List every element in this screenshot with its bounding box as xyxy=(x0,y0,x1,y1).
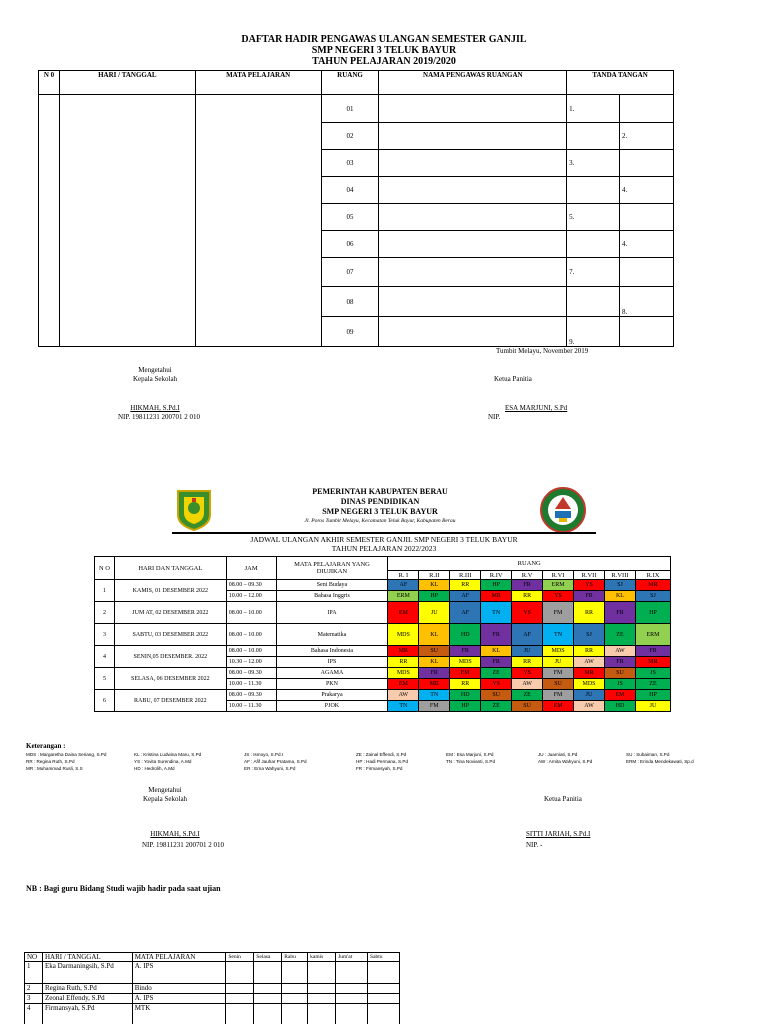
schedule-right-name: SITTI JARIAH, S.Pd.I xyxy=(526,830,591,838)
attendance-sign-right xyxy=(620,317,674,347)
schedule-room-cell: MR xyxy=(635,580,670,591)
schedule-room-cell: EM xyxy=(388,679,419,690)
schedule-row xyxy=(95,580,671,591)
bottom-header-row xyxy=(25,953,400,962)
legend-entry: JS : Ismoyo, S.Pd.I xyxy=(244,752,284,757)
bottom-subject: Bindo xyxy=(132,984,226,994)
attendance-room: 02 xyxy=(321,123,379,150)
header-no: N 0 xyxy=(39,71,60,95)
schedule-room-cell: SU xyxy=(543,679,574,690)
schedule-room-cell: MDS xyxy=(543,646,574,657)
schedule-subject: IPA xyxy=(276,602,388,624)
schedule-room-cell: FM xyxy=(543,690,574,701)
schedule-room-cell: KL xyxy=(419,624,450,646)
schedule-room-cell: HD xyxy=(604,701,635,712)
schedule-day-date: KAMIS, 01 DESEMBER 2022 xyxy=(114,580,226,602)
schedule-room-cell: AW xyxy=(574,701,605,712)
attendance-room: 07 xyxy=(321,258,379,287)
schedule-room-cell: JU xyxy=(543,657,574,668)
bottom-day-cell xyxy=(254,994,282,1004)
schedule-room-cell: RR xyxy=(574,602,605,624)
bottom-header-cell: Sabtu xyxy=(368,953,400,962)
schedule-room-cell: FR xyxy=(419,668,450,679)
schedule-room-cell: EM xyxy=(388,602,419,624)
attendance-sign-left xyxy=(567,287,620,317)
attendance-sign-left: 7. xyxy=(567,258,620,287)
attendance-right-role: Ketua Panitia xyxy=(494,375,532,383)
schedule-room-cell: ERM xyxy=(543,580,574,591)
legend-entry: SU : Subaiman, S.Pd xyxy=(626,752,670,757)
bottom-row xyxy=(25,1004,400,1024)
schedule-left-nip: NIP. 19811231 200701 2 010 xyxy=(142,841,224,849)
attendance-supervisor-name xyxy=(379,95,567,123)
schedule-row xyxy=(95,624,671,646)
sched-room-header: R.III xyxy=(450,571,481,580)
schedule-row xyxy=(95,690,671,701)
schedule-day-no: 6 xyxy=(95,690,115,712)
schedule-room-cell: JU xyxy=(419,602,450,624)
attendance-supervisor-name xyxy=(379,317,567,347)
bottom-name: Regina Ruth, S.Pd xyxy=(42,984,132,994)
schedule-room-cell: YS xyxy=(512,668,543,679)
schedule-room-cell: FR xyxy=(604,602,635,624)
bottom-day-cell xyxy=(226,962,254,984)
schedule-room-cell: YS xyxy=(512,602,543,624)
sched-room-header: R.VII xyxy=(574,571,605,580)
bottom-header-cell: Rabu xyxy=(282,953,308,962)
attendance-left-role1: Mengetahui xyxy=(138,366,172,374)
schedule-room-cell: AF xyxy=(450,602,481,624)
bottom-name: Eka Darmaningsih, S.Pd xyxy=(42,962,132,984)
schedule-room-cell: KL xyxy=(419,657,450,668)
schedule-room-cell: FR xyxy=(450,646,481,657)
attendance-sign-left xyxy=(567,177,620,204)
schedule-day-date: SABTU, 03 DESEMBER 2022 xyxy=(114,624,226,646)
sched-header-subject: MATA PELAJARAN YANG DIUJIKAN xyxy=(276,557,388,580)
attendance-supervisor-name xyxy=(379,177,567,204)
schedule-day-no: 3 xyxy=(95,624,115,646)
schedule-room-cell: HD xyxy=(450,624,481,646)
header-name: NAMA PENGAWAS RUANGAN xyxy=(379,71,567,95)
bottom-day-cell xyxy=(254,1004,282,1024)
attendance-place-date: Tumbit Melayu, November 2019 xyxy=(496,347,589,355)
header-sign: TANDA TANGAN xyxy=(567,71,674,95)
bottom-day-cell xyxy=(336,994,368,1004)
schedule-day-date: SELASA, 06 DESEMBER 2022 xyxy=(114,668,226,690)
schedule-room-cell: MR xyxy=(419,679,450,690)
bottom-day-cell xyxy=(226,994,254,1004)
schedule-room-cell: MDS xyxy=(388,624,419,646)
schedule-room-cell: JU xyxy=(512,646,543,657)
schedule-room-cell: RR xyxy=(450,679,481,690)
schedule-subject: Matematika xyxy=(276,624,388,646)
bottom-day-cell xyxy=(254,984,282,994)
bottom-day-cell xyxy=(368,994,400,1004)
schedule-room-cell: AW xyxy=(388,690,419,701)
schedule-subject: Prakarya xyxy=(276,690,388,701)
bottom-header-cell: Senin xyxy=(226,953,254,962)
schedule-room-cell: AW xyxy=(512,679,543,690)
schedule-room-cell: ZE xyxy=(481,668,512,679)
bottom-name: Firmansyah, S.Pd xyxy=(42,1004,132,1024)
sched-room-header: R. I xyxy=(388,571,419,580)
schedule-room-cell: ZE xyxy=(481,701,512,712)
bottom-no: 2 xyxy=(25,984,43,994)
schedule-time: 08.00 – 09.30 xyxy=(226,690,276,701)
schedule-room-cell: MDS xyxy=(388,668,419,679)
legend-entry: JU : Juarniati, S.Pd xyxy=(538,752,578,757)
attendance-row xyxy=(39,95,674,123)
schedule-time: 08.00 – 09.30 xyxy=(226,668,276,679)
bottom-row xyxy=(25,962,400,984)
bottom-day-cell xyxy=(282,984,308,994)
bottom-subject: MTK xyxy=(132,1004,226,1024)
bottom-name: Zeonal Effendy, S.Pd xyxy=(42,994,132,1004)
schedule-room-cell: TN xyxy=(419,690,450,701)
sched-room-header: R.IV xyxy=(481,571,512,580)
schedule-room-cell: ERM xyxy=(388,591,419,602)
attendance-day-cell xyxy=(59,95,195,347)
schedule-right-nip: NIP. - xyxy=(526,841,543,849)
sched-room-header: R.II xyxy=(419,571,450,580)
attendance-sign-left: 3. xyxy=(567,150,620,177)
schedule-room-cell: YS xyxy=(543,591,574,602)
attendance-title-line1: DAFTAR HADIR PENGAWAS ULANGAN SEMESTER GANJIL xyxy=(241,34,527,45)
bottom-day-cell xyxy=(282,1004,308,1024)
bottom-header-cell: NO xyxy=(25,953,43,962)
attendance-supervisor-name xyxy=(379,231,567,258)
schedule-row xyxy=(95,646,671,657)
attendance-sign-left xyxy=(567,123,620,150)
schedule-room-cell: SU xyxy=(481,690,512,701)
attendance-room: 04 xyxy=(321,177,379,204)
schedule-room-cell: FR xyxy=(574,591,605,602)
schedule-room-cell: SU xyxy=(419,646,450,657)
schedule-day-date: SENIN,05 DESEMBER. 2022 xyxy=(114,646,226,668)
bottom-day-cell xyxy=(336,1004,368,1024)
attendance-title xyxy=(0,34,768,67)
attendance-sign-left: 5. xyxy=(567,204,620,231)
bottom-header-cell: MATA PELAJARAN xyxy=(132,953,226,962)
schedule-subject: Bahasa Indonesia xyxy=(276,646,388,657)
schedule-room-cell: FR xyxy=(604,657,635,668)
schedule-room-cell: MR xyxy=(481,591,512,602)
schedule-room-cell: HD xyxy=(450,690,481,701)
sched-room-header: R.V xyxy=(512,571,543,580)
schedule-room-cell: FR xyxy=(512,580,543,591)
letterhead-address: Jl. Poros Tumbit Melayu, Kecamatan Teluk Bayur, Kabupaten Berau xyxy=(304,518,456,524)
schedule-table xyxy=(94,556,671,712)
attendance-sign-right xyxy=(620,150,674,177)
attendance-no-cell xyxy=(39,95,60,347)
attendance-header-row xyxy=(39,71,674,95)
attendance-room: 01 xyxy=(321,95,379,123)
bottom-day-cell xyxy=(368,1004,400,1024)
schedule-room-cell: AF xyxy=(450,591,481,602)
bottom-header-cell: Jum'at xyxy=(336,953,368,962)
attendance-room: 03 xyxy=(321,150,379,177)
letterhead xyxy=(230,487,530,517)
attendance-sign-right: 4. xyxy=(620,231,674,258)
bottom-day-cell xyxy=(226,1004,254,1024)
schedule-room-cell: EM xyxy=(543,701,574,712)
schedule-subject: Bahasa Inggris xyxy=(276,591,388,602)
legend-entry: FR : Firmansyah, S.Pd xyxy=(356,766,403,771)
schedule-day-no: 1 xyxy=(95,580,115,602)
attendance-table xyxy=(38,70,674,347)
attendance-supervisor-name xyxy=(379,150,567,177)
schedule-row xyxy=(95,668,671,679)
attendance-left-nip: NIP. 19811231 200701 2 010 xyxy=(118,413,200,421)
bottom-no: 1 xyxy=(25,962,43,984)
schedule-room-cell: FR xyxy=(481,657,512,668)
schedule-day-date: JUM AT, 02 DESEMBER 2022 xyxy=(114,602,226,624)
legend-title: Keterangan : xyxy=(26,742,66,750)
attendance-title-line3: TAHUN PELAJARAN 2019/2020 xyxy=(312,56,456,67)
schedule-room-cell: JS xyxy=(604,679,635,690)
schedule-room-cell: MR xyxy=(635,657,670,668)
bottom-header-cell: Selasa xyxy=(254,953,282,962)
schedule-time: 08.00 – 10.00 xyxy=(226,602,276,624)
schedule-room-cell: ERM xyxy=(635,624,670,646)
attendance-left-name: HIKMAH, S.Pd.I xyxy=(130,404,180,412)
schedule-room-cell: FM xyxy=(419,701,450,712)
schedule-room-cell: HP xyxy=(481,580,512,591)
attendance-room: 06 xyxy=(321,231,379,258)
schedule-day-no: 4 xyxy=(95,646,115,668)
schedule-room-cell: MDS xyxy=(450,657,481,668)
schedule-room-cell: TN xyxy=(543,624,574,646)
attendance-room: 05 xyxy=(321,204,379,231)
attendance-sign-right xyxy=(620,258,674,287)
schedule-room-cell: ZE xyxy=(635,679,670,690)
schedule-room-cell: YS xyxy=(574,580,605,591)
attendance-supervisor-name xyxy=(379,204,567,231)
schedule-room-cell: FR xyxy=(481,624,512,646)
sched-header-time: JAM xyxy=(226,557,276,580)
attendance-sign-left xyxy=(567,231,620,258)
legend-entry: MR : Muhammad Rusli, S.S xyxy=(26,766,83,771)
schedule-room-cell: TN xyxy=(481,602,512,624)
legend-entry: ER : Erna Wahyuni, S.Pd xyxy=(244,766,296,771)
attendance-title-line2: SMP NEGERI 3 TELUK BAYUR xyxy=(311,45,457,56)
schedule-room-cell: MR xyxy=(574,668,605,679)
attendance-left-role2: Kepala Sekolah xyxy=(132,375,178,383)
sched-header-room: RUANG xyxy=(388,557,671,571)
schedule-room-cell: AF xyxy=(388,580,419,591)
attendance-room: 08 xyxy=(321,287,379,317)
bottom-day-cell xyxy=(336,984,368,994)
letterhead-line3: SMP NEGERI 3 TELUK BAYUR xyxy=(322,507,438,516)
attendance-room: 09 xyxy=(321,317,379,347)
bottom-row xyxy=(25,984,400,994)
schedule-room-cell: HP xyxy=(419,591,450,602)
schedule-time: 08.00 – 10.00 xyxy=(226,646,276,657)
schedule-room-cell: KL xyxy=(481,646,512,657)
letterhead-line1: PEMERINTAH KABUPATEN BERAU xyxy=(312,487,448,496)
bottom-day-cell xyxy=(336,962,368,984)
attendance-supervisor-name xyxy=(379,123,567,150)
schedule-room-cell: MDS xyxy=(574,679,605,690)
schedule-room-cell: FM xyxy=(543,668,574,679)
legend-entry: AW : Arnita Wahyuni, S.Pd xyxy=(538,759,593,764)
school-logo xyxy=(540,487,586,533)
schedule-room-cell: AF xyxy=(512,624,543,646)
legend-entry: KL : Kristina Ludwina Maru, S.Pd xyxy=(134,752,202,757)
schedule-room-cell: EM xyxy=(604,690,635,701)
legend-entry: AF : Afif Jauhar Pratama, S.Pd xyxy=(244,759,307,764)
schedule-time: 10.00 – 11.30 xyxy=(226,679,276,690)
schedule-room-cell: SJ xyxy=(574,624,605,646)
attendance-right-nip: NIP. xyxy=(488,413,501,421)
legend-entry: MDS : Margaretha Daina Seriang, S.Pd xyxy=(26,752,107,757)
bottom-no: 4 xyxy=(25,1004,43,1024)
schedule-time: 10.00 – 12.00 xyxy=(226,591,276,602)
schedule-room-cell: RR xyxy=(574,646,605,657)
schedule-room-cell: SU xyxy=(512,701,543,712)
bottom-day-cell xyxy=(308,994,336,1004)
schedule-time: 10.00 – 11.30 xyxy=(226,701,276,712)
schedule-room-cell: JS xyxy=(635,668,670,679)
legend-entry: TN : Tina Novianti, S.Pd xyxy=(446,759,496,764)
attendance-sign-left: 1. xyxy=(567,95,620,123)
schedule-day-no: 2 xyxy=(95,602,115,624)
schedule-subject: IPS xyxy=(276,657,388,668)
schedule-title-line1: JADWAL ULANGAN AKHIR SEMESTER GANJIL SMP NEGERI 3 TELUK BAYUR xyxy=(250,535,518,544)
schedule-room-cell: HP xyxy=(450,701,481,712)
attendance-sign-right: 8. xyxy=(620,287,674,317)
schedule-room-cell: ZE xyxy=(604,624,635,646)
schedule-room-cell: RR xyxy=(388,657,419,668)
bottom-header-cell: kamis xyxy=(308,953,336,962)
bottom-subject: A. IPS xyxy=(132,994,226,1004)
bottom-subject: A. IPS xyxy=(132,962,226,984)
schedule-room-cell: FR xyxy=(635,646,670,657)
header-subject: MATA PELAJARAN xyxy=(195,71,321,95)
attendance-supervisor-name xyxy=(379,287,567,317)
schedule-room-cell: KL xyxy=(419,580,450,591)
legend-entry: YS : Yovita Surendina, A.Md xyxy=(134,759,192,764)
sched-room-header: R.VI xyxy=(543,571,574,580)
bottom-day-cell xyxy=(254,962,282,984)
bottom-no: 3 xyxy=(25,994,43,1004)
attendance-sign-right: 4. xyxy=(620,177,674,204)
schedule-room-cell: SJ xyxy=(635,591,670,602)
legend-entry: ERM : Erinda Mendekawati, Sp.d xyxy=(626,759,694,764)
bottom-day-cell xyxy=(282,994,308,1004)
letterhead-line2: DINAS PENDIDIKAN xyxy=(340,497,420,506)
attendance-sign-right: 2. xyxy=(620,123,674,150)
schedule-room-cell: JU xyxy=(635,701,670,712)
attendance-right-name: ESA MARJUNI, S.Pd xyxy=(505,404,568,412)
schedule-room-cell: RR xyxy=(450,580,481,591)
sched-room-header: R.IX xyxy=(635,571,670,580)
schedule-header-row xyxy=(95,557,671,571)
sched-header-no: N O xyxy=(95,557,115,580)
header-room: RUANG xyxy=(321,71,379,95)
legend-entry: HP : Hadi Permana, S.Pd xyxy=(356,759,409,764)
header-day: HARI / TANGGAL xyxy=(59,71,195,95)
schedule-room-cell: EM xyxy=(450,668,481,679)
legend-entry: RR : Regina Ruth, S.Pd xyxy=(26,759,75,764)
schedule-day-no: 5 xyxy=(95,668,115,690)
legend-entry: HD : Hedrolih, A.Md xyxy=(134,766,175,771)
schedule-left-name: HIKMAH, S.Pd.I xyxy=(150,830,200,838)
schedule-subject: AGAMA xyxy=(276,668,388,679)
bottom-day-cell xyxy=(226,984,254,994)
bottom-day-cell xyxy=(308,1004,336,1024)
schedule-right-role: Ketua Panitia xyxy=(544,795,582,803)
sched-room-header: R.VIII xyxy=(604,571,635,580)
schedule-row xyxy=(95,602,671,624)
bottom-day-cell xyxy=(308,984,336,994)
schedule-room-cell: MR xyxy=(388,646,419,657)
bottom-day-cell xyxy=(308,962,336,984)
bottom-day-cell xyxy=(368,962,400,984)
schedule-room-cell: KL xyxy=(604,591,635,602)
bottom-header-cell: HARI / TANGGAL xyxy=(42,953,132,962)
letterhead-divider xyxy=(172,532,596,534)
schedule-room-cell: YS xyxy=(481,679,512,690)
bottom-table xyxy=(24,952,400,1024)
schedule-time: 08.00 – 09.30 xyxy=(226,580,276,591)
berau-regency-logo xyxy=(176,489,212,531)
schedule-room-cell: HP xyxy=(635,602,670,624)
schedule-day-date: RABU, 07 DESEMBER 2022 xyxy=(114,690,226,712)
attendance-sign-right xyxy=(620,95,674,123)
schedule-room-cell: RR xyxy=(512,657,543,668)
schedule-room-cell: AW xyxy=(604,646,635,657)
legend-entry: EM : Esa Marjuni, S.Pd xyxy=(446,752,494,757)
schedule-room-cell: SJ xyxy=(604,580,635,591)
bottom-day-cell xyxy=(282,962,308,984)
schedule-room-cell: TN xyxy=(388,701,419,712)
attendance-sign-right xyxy=(620,204,674,231)
schedule-room-cell: RR xyxy=(512,591,543,602)
schedule-room-cell: HP xyxy=(635,690,670,701)
schedule-room-cell: SU xyxy=(604,668,635,679)
schedule-subject: PKN xyxy=(276,679,388,690)
note: NB : Bagi guru Bidang Studi wajib hadir pada saat ujian xyxy=(26,884,221,893)
attendance-supervisor-name xyxy=(379,258,567,287)
bottom-day-cell xyxy=(368,984,400,994)
schedule-time: 10.30 – 12.00 xyxy=(226,657,276,668)
schedule-left-role1: Mengetahui xyxy=(148,786,182,794)
schedule-room-cell: FM xyxy=(543,602,574,624)
schedule-title-line2: TAHUN PELAJARAN 2022/2023 xyxy=(331,544,437,553)
schedule-time: 08.00 – 10.00 xyxy=(226,624,276,646)
legend-entry: ZE : Zainal Effendi, S.Pd xyxy=(356,752,407,757)
schedule-subject: Seni Budaya xyxy=(276,580,388,591)
attendance-sign-left: 9. xyxy=(567,317,620,347)
schedule-subject: PJOK xyxy=(276,701,388,712)
bottom-row xyxy=(25,994,400,1004)
attendance-subject-cell xyxy=(195,95,321,347)
schedule-title xyxy=(0,535,768,553)
schedule-left-role2: Kepala Sekolah xyxy=(142,795,188,803)
schedule-room-cell: JU xyxy=(574,690,605,701)
schedule-room-cell: AW xyxy=(574,657,605,668)
sched-header-day: HARI DAN TANGGAL xyxy=(114,557,226,580)
schedule-room-cell: ZE xyxy=(512,690,543,701)
